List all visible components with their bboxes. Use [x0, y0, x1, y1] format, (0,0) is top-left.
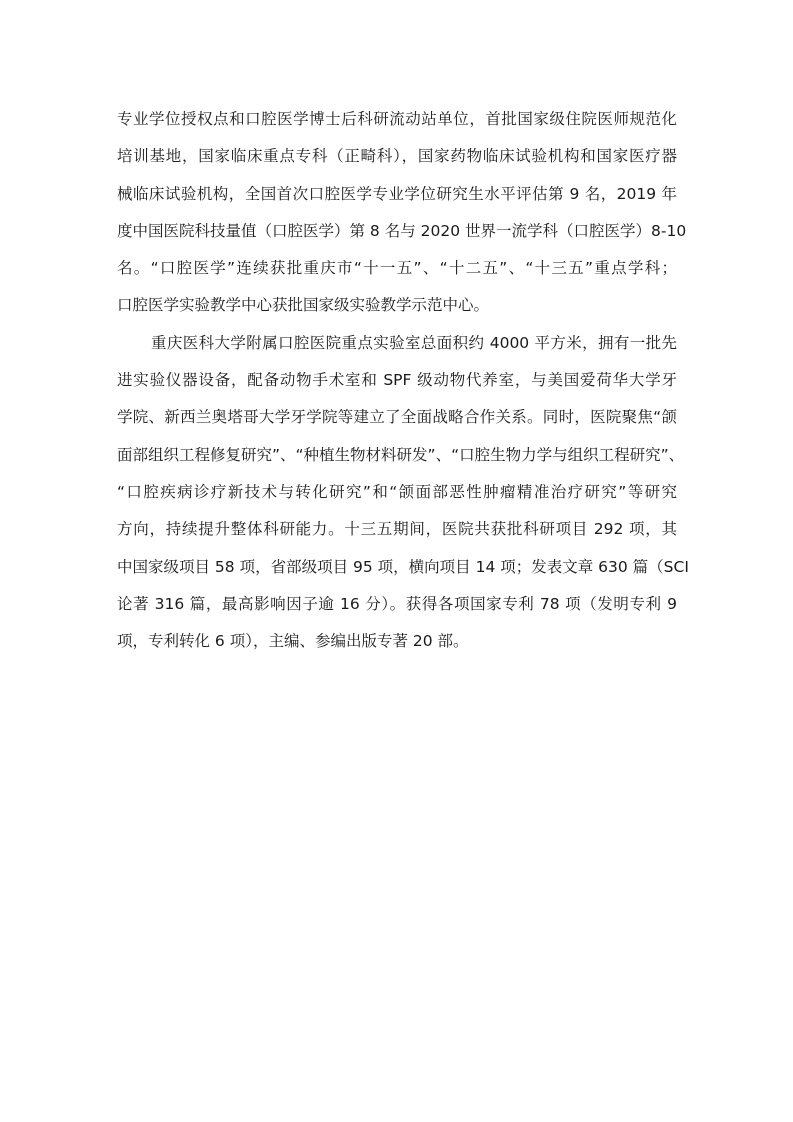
- paragraph-line: 械临床试验机构，全国首次口腔医学专业学位研究生水平评估第 9 名，2019 年: [117, 184, 677, 203]
- document-body: [117, 101, 689, 660]
- paragraph-line: 方向，持续提升整体科研能力。十三五期间，医院共获批科研项目 292 项，其: [117, 520, 677, 539]
- paragraph-line: 重庆医科大学附属口腔医院重点实验室总面积约 4000 平方米，拥有一批先: [151, 333, 677, 352]
- paragraph-1: [117, 101, 687, 325]
- paragraph-line: 进实验仪器设备，配备动物手术室和 SPF 级动物代养室，与美国爱荷华大学牙: [117, 371, 677, 390]
- paragraph-line: 面部组织工程修复研究”、“种植生物材料研发”、“口腔生物力学与组织工程研究”、: [117, 445, 685, 464]
- paragraph-line: 培训基地，国家临床重点专科（正畸科），国家药物临床试验机构和国家医疗器: [117, 147, 677, 166]
- paragraph-line: 名。“口腔医学”连续获批重庆市“十一五”、“十二五”、“十三五”重点学科；: [117, 259, 677, 278]
- paragraph-line: 项，专利转化 6 项），主编、参编出版专著 20 部。: [117, 632, 469, 651]
- paragraph-line: 学院、新西兰奥塔哥大学牙学院等建立了全面战略合作关系。同时，医院聚焦“颌: [117, 408, 677, 427]
- paragraph-line: “口腔疾病诊疗新技术与转化研究”和“颌面部恶性肿瘤精准治疗研究”等研究: [117, 482, 677, 501]
- paragraph-line: 专业学位授权点和口腔医学博士后科研流动站单位，首批国家级住院医师规范化: [117, 110, 677, 128]
- paragraph-line: 论著 316 篇，最高影响因子逾 16 分）。获得各项国家专利 78 项（发明专利 9: [117, 594, 677, 613]
- paragraph-2: [117, 325, 689, 661]
- paragraph-line: 中国家级项目 58 项，省部级项目 95 项，横向项目 14 项；发表文章 630 篇（SCI: [117, 557, 689, 576]
- paragraph-line: 度中国医院科技量值（口腔医学）第 8 名与 2020 世界一流学科（口腔医学）8-10: [117, 221, 687, 240]
- paragraph-line: 口腔医学实验教学中心获批国家级实验教学示范中心。: [117, 296, 490, 315]
